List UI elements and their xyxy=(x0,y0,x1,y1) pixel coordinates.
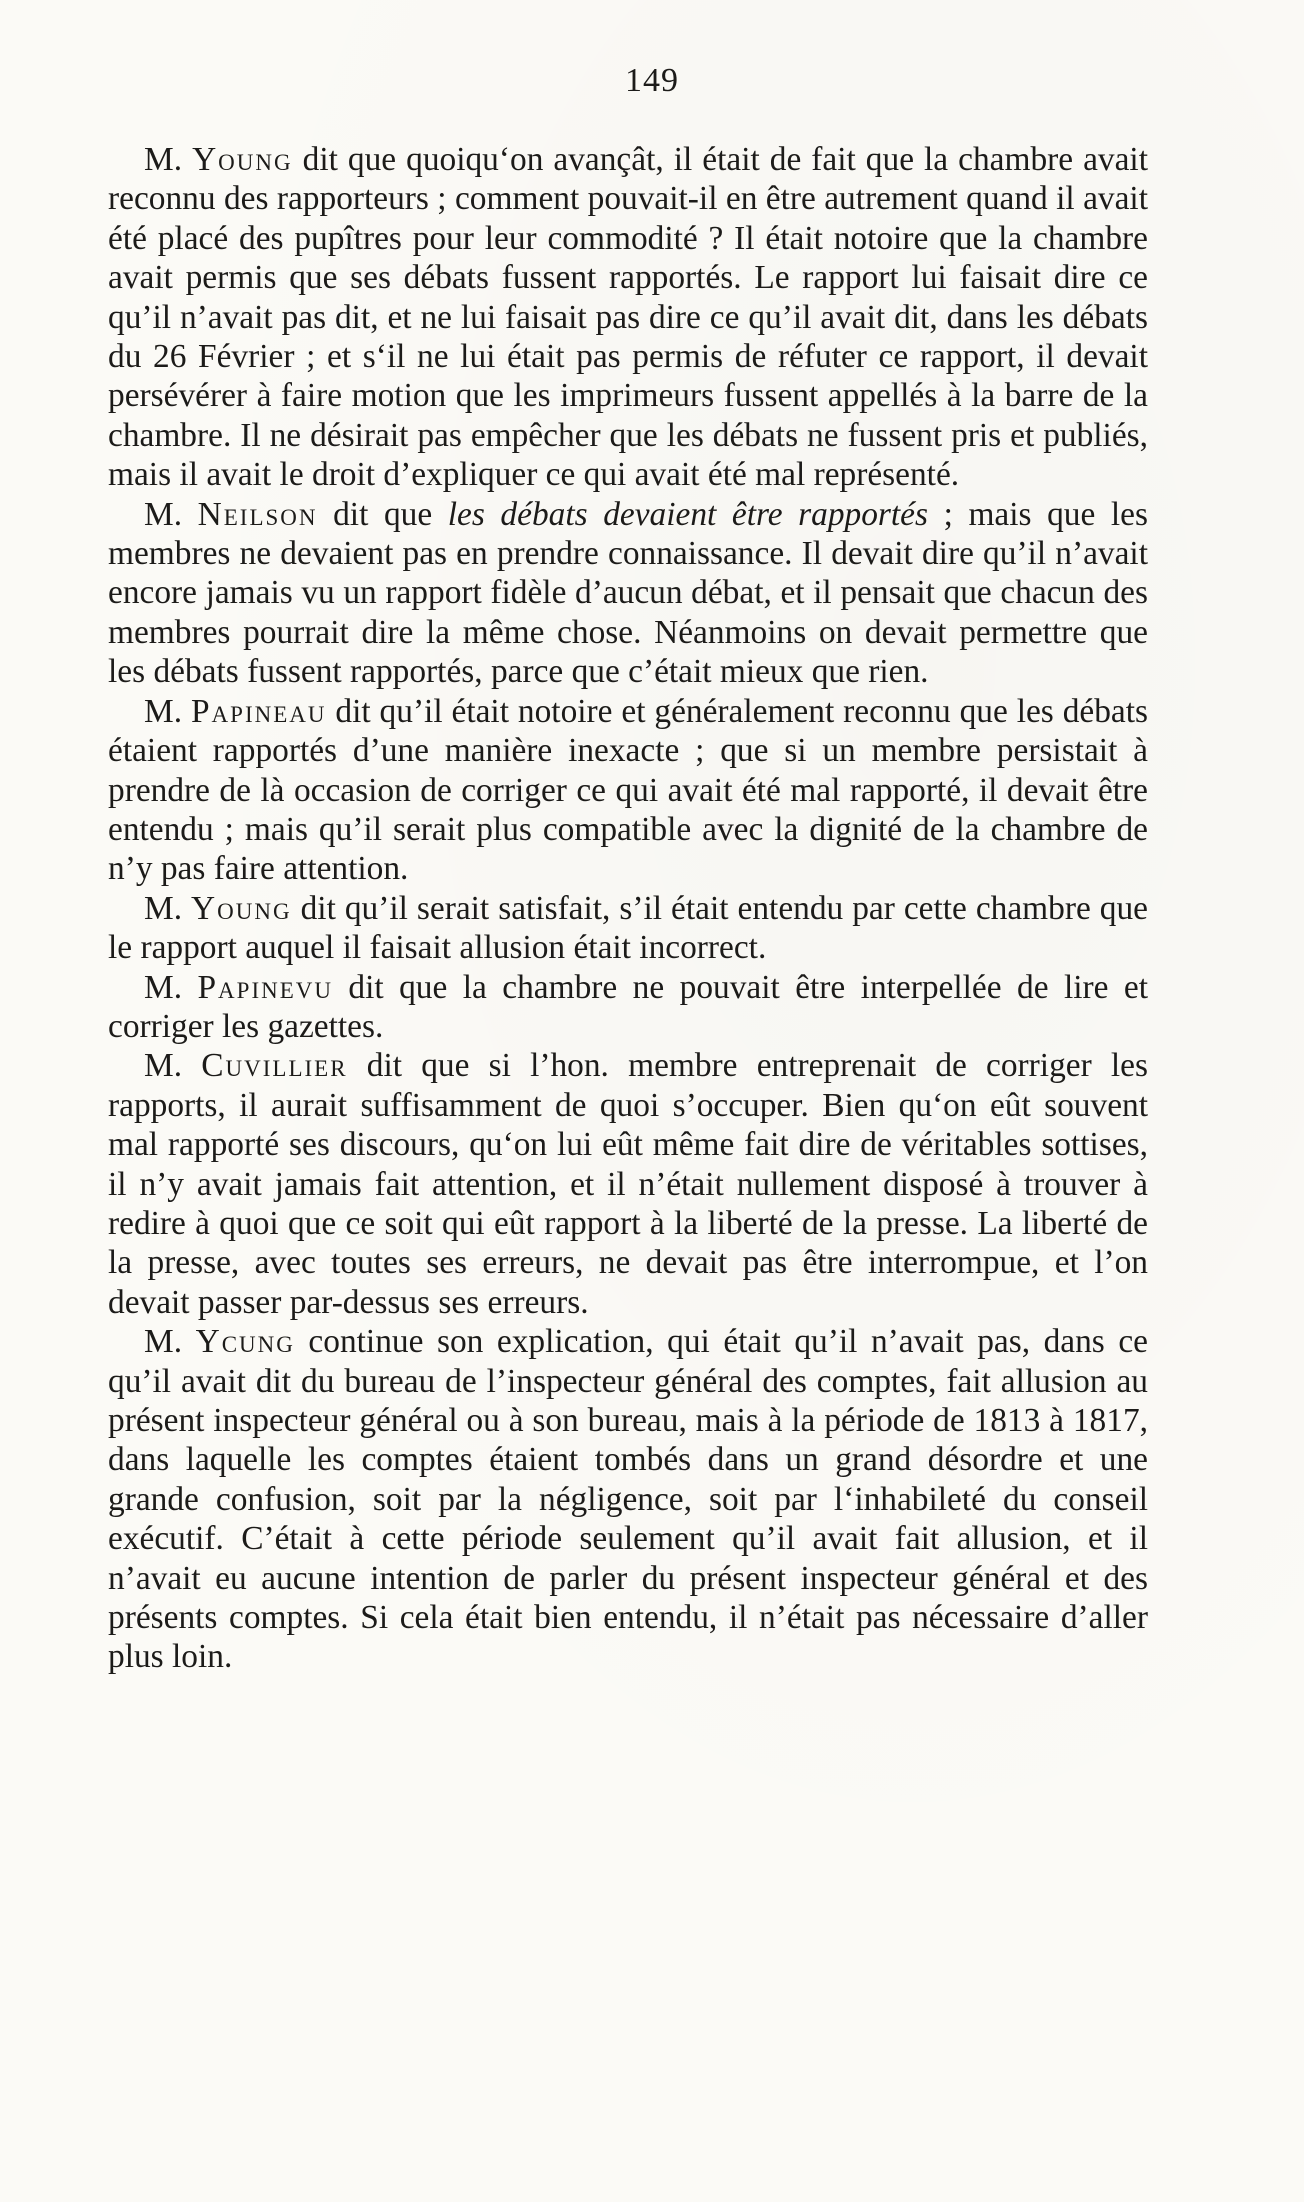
paragraph-text: ; mais que les membres ne devaient pas en prendre connaissance. Il devait dire qu’il n’avait encore jamais vu un rapport fidèle d’aucun débat, et il pensait que chacun des membres pourrait dire la même chose. Néanmoins on devait permettre que les débats fussent rapportés, parce que c’était mieux que rien. xyxy=(108,495,1148,691)
paragraph-text: dit qu’il serait satisfait, s’il était entendu par cette chambre que le rapport auquel il faisait allusion était incorrect. xyxy=(108,889,1148,967)
paragraph-young-2 xyxy=(108,889,1148,968)
speaker-title: M. xyxy=(144,495,183,533)
speaker-name: Neilson xyxy=(197,495,318,533)
speaker-title: M. xyxy=(144,968,183,1006)
body-text xyxy=(108,140,1148,1677)
paragraph-text: dit que xyxy=(317,495,448,533)
paragraph-papinevu xyxy=(108,968,1148,1047)
paragraph-text: dit qu’il était notoire et généralement reconnu que les débats étaient rapportés d’une manière inexacte ; que si un membre persistait à prendre de là occasion de corriger ce qui avait été mal rapporté, il devait être entendu ; mais qu’il serait plus compatible avec la dignité de la chambre de n’y pas faire attention. xyxy=(108,692,1148,888)
paragraph-papineau xyxy=(108,692,1148,889)
speaker-name: Cuvillier xyxy=(201,1047,348,1085)
paragraph-cuvillier xyxy=(108,1046,1148,1322)
speaker-name: Papinevu xyxy=(197,968,333,1006)
paragraph-text: dit que si l’hon. membre entreprenait de corriger les rapports, il aurait suffisamment de quoi s’occuper. Bien qu‘on eût souvent mal rapporté ses discours, qu‘on lui eût même fait dire de véritables sottises, il n’y avait jamais fait attention, et il n’était nullement disposé à trouver à redire à quoi que ce soit qui eût rapport à la liberté de la presse. La liberté de la presse, avec toutes ses erreurs, ne devait pas être interrompue, et l’on devait passer par-dessus ses erreurs. xyxy=(108,1047,1148,1321)
paragraph-text: dit que la chambre ne pouvait être interpellée de lire et corriger les gazettes. xyxy=(108,968,1148,1045)
paragraph-text: dit que quoiqu‘on avançât, il était de fait que la chambre avait reconnu des rapporteurs ; comment pouvait-il en être autrement quand il avait été placé des pupîtres pour leur commodité ? Il était notoire que la chambre avait permis que ses débats fussent rapportés. Le rapport lui faisait dire ce qu’il n’avait pas dit, et ne lui faisait pas dire ce qu’il avait dit, dans les débats du 26 Février ; et s‘il ne lui était pas permis de réfuter ce rapport, il devait persévérer à faire motion que les imprimeurs fussent appellés à la barre de la chambre. Il ne désirait pas empêcher que les débats ne fussent pris et publiés, mais il avait le droit d’expliquer ce qui avait été mal représenté. xyxy=(108,141,1148,494)
speaker-title: M. xyxy=(144,1047,183,1085)
speaker-title: M. xyxy=(144,692,183,730)
speaker-name: Young xyxy=(192,141,293,178)
paragraph-neilson xyxy=(108,495,1148,692)
speaker-name: Papineau xyxy=(190,692,327,730)
speaker-title: M. xyxy=(144,1323,183,1361)
page-number: 149 xyxy=(625,62,679,99)
speaker-name: Young xyxy=(191,889,292,927)
paragraph-text: continue son explication, qui était qu’il n’avait pas, dans ce qu’il avait dit du bureau de l’inspecteur général des comptes, fait allusion au présent inspecteur général ou à son bureau, mais à la période de 1813 à 1817, dans laquelle les comptes étaient tombés dans un grand désordre et une grande confusion, soit par la négligence, soit par l‘inhabileté du conseil exécutif. C’était à cette période seulement qu’il avait fait allusion, et il n’avait eu aucune intention de parler du présent inspecteur général et des présents comptes. Si cela était bien entendu, il n’était pas nécessaire d’aller plus loin. xyxy=(108,1323,1148,1676)
paragraph-ycung xyxy=(108,1322,1148,1677)
speaker-title: M. xyxy=(144,889,183,927)
paragraph-text-italic: les débats devaient être rapportés xyxy=(447,495,928,533)
speaker-name: Ycung xyxy=(195,1323,295,1361)
speaker-title: M. xyxy=(144,141,183,178)
paragraph-young-1 xyxy=(108,140,1148,495)
